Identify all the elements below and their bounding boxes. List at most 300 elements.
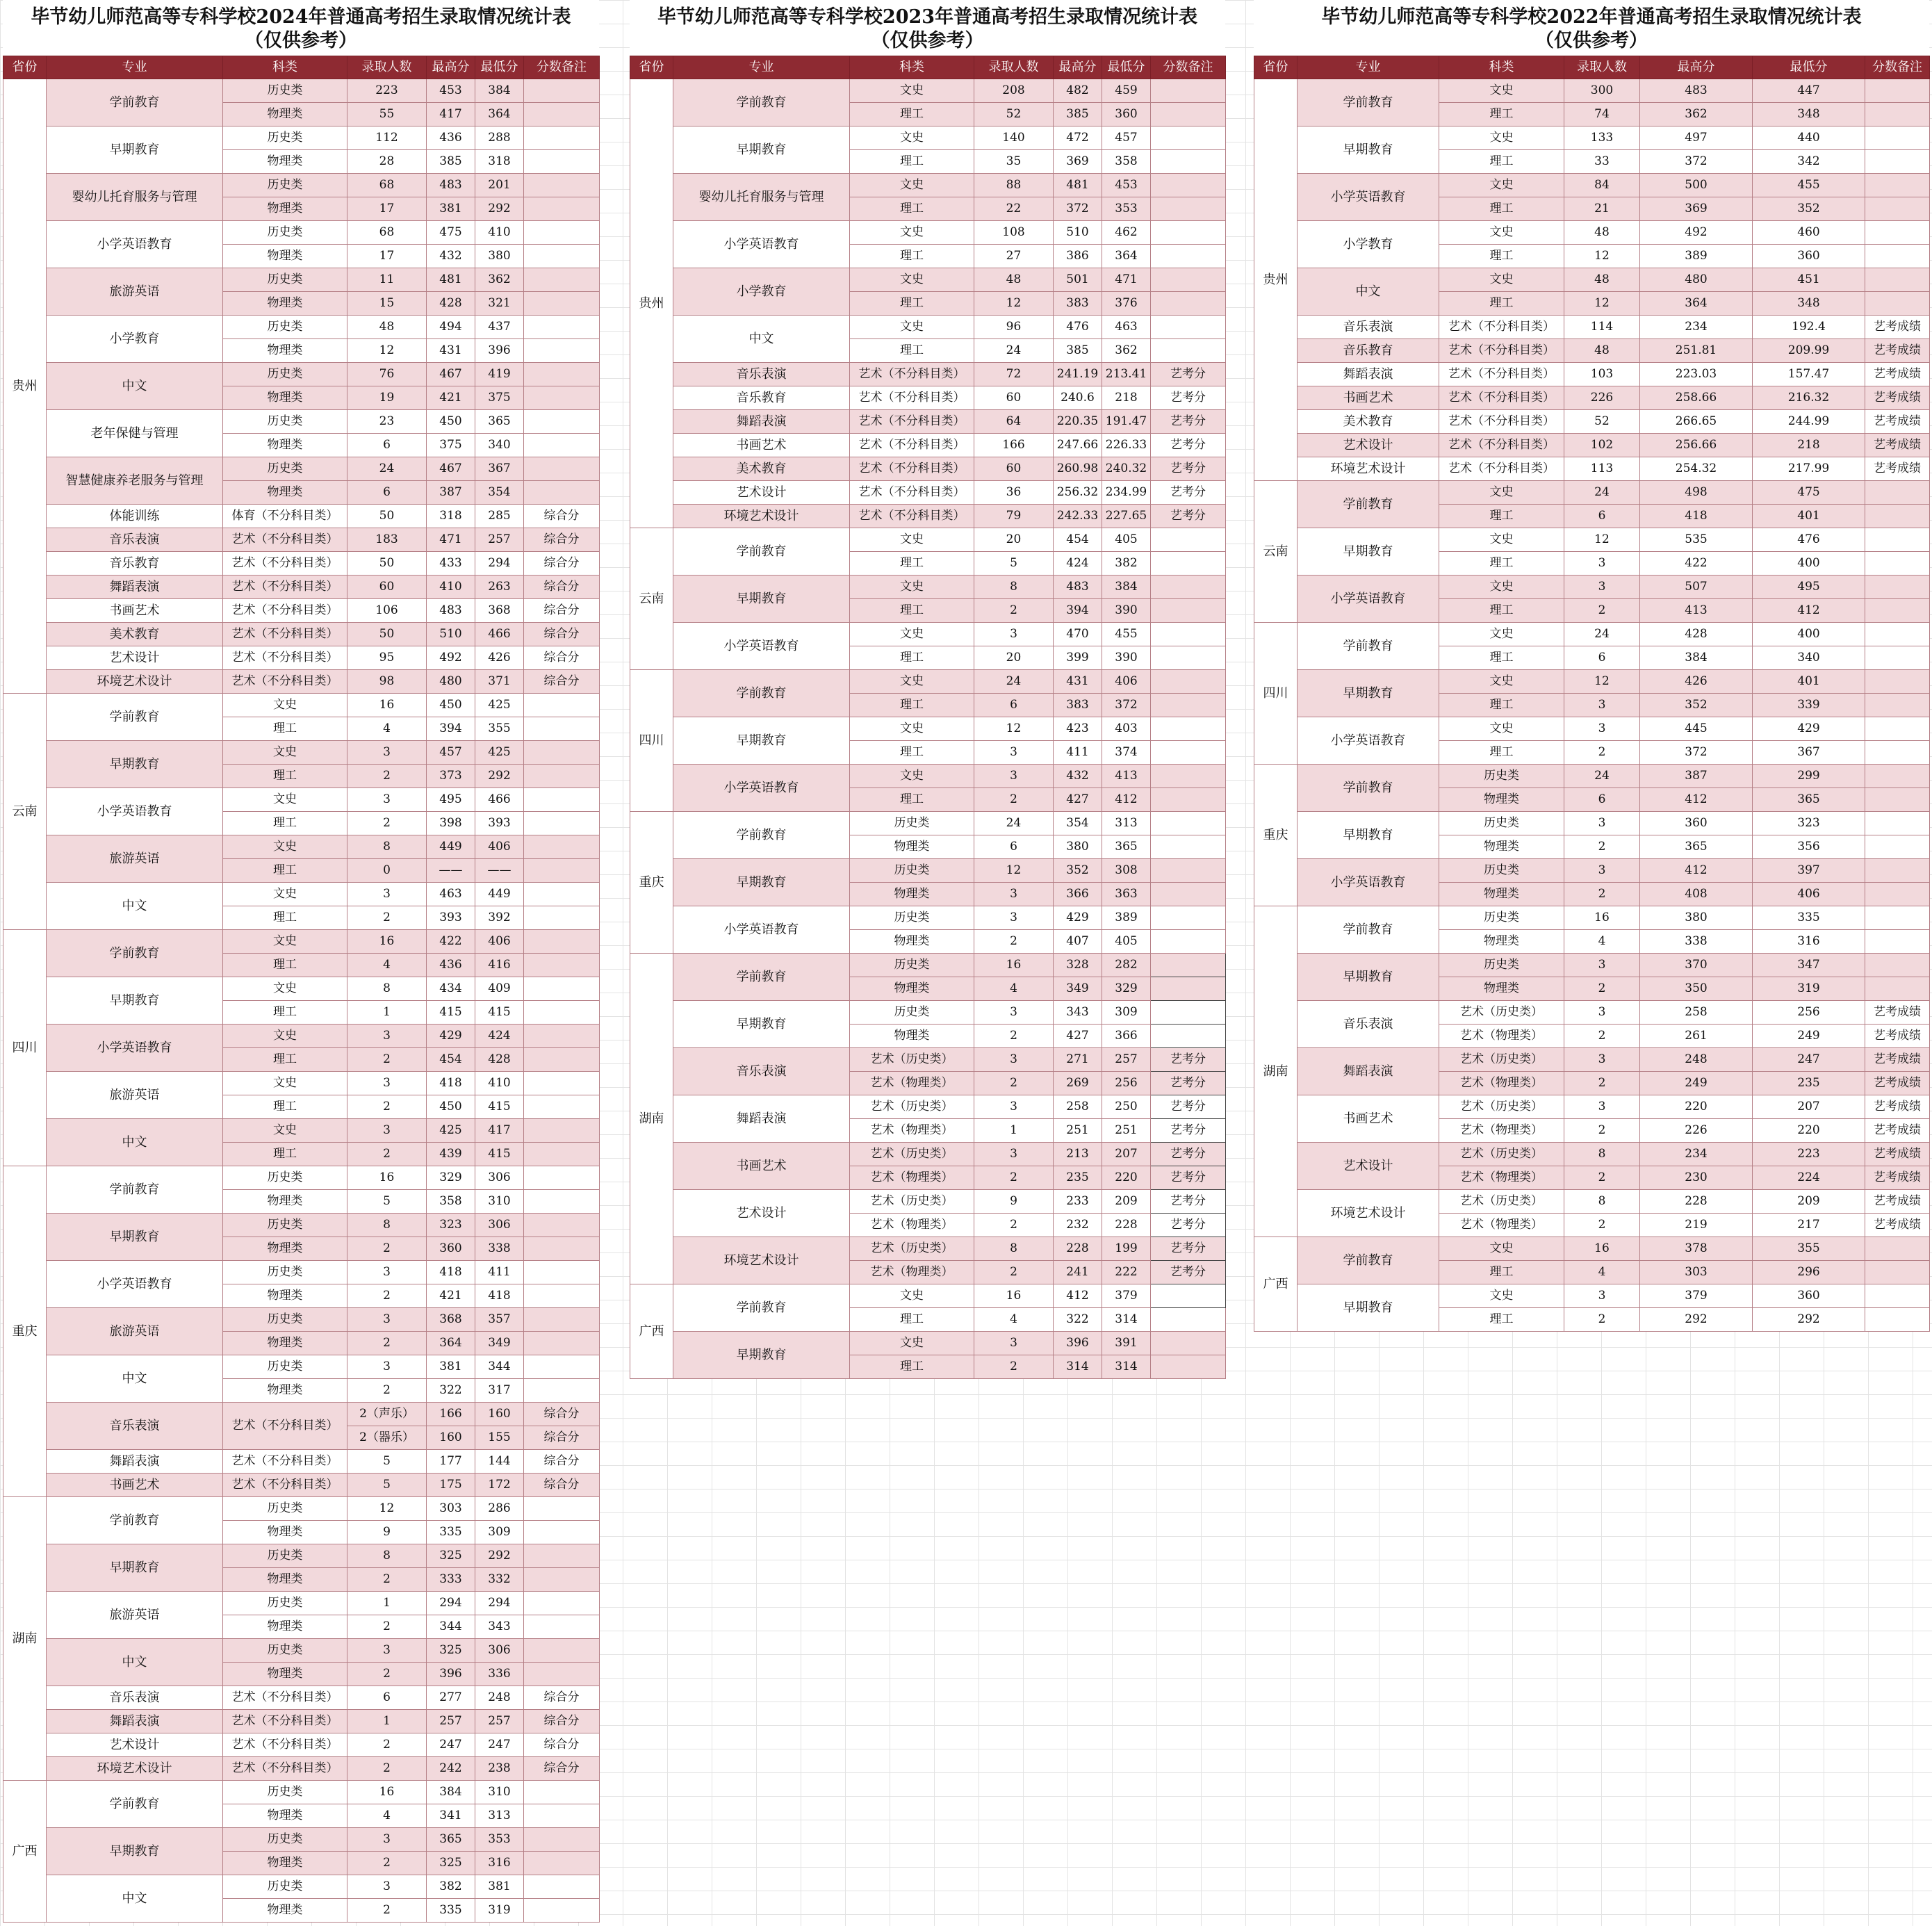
province-cell: 湖南 (3, 1497, 47, 1781)
column-header: 最低分 (1102, 56, 1151, 79)
note-cell: 艺考成绩 (1865, 1095, 1930, 1119)
note-cell (1151, 859, 1226, 883)
major-cell: 早期教育 (673, 127, 850, 174)
header-row (3, 56, 600, 79)
enrolled-cell: 72 (974, 363, 1054, 386)
category-cell: 文史 (1439, 1284, 1564, 1308)
category-cell: 文史 (850, 127, 974, 150)
max-score-cell: 422 (1640, 552, 1753, 576)
max-score-cell: 423 (1054, 717, 1102, 741)
max-score-cell: 242 (427, 1757, 475, 1781)
table-row (630, 528, 1226, 552)
enrolled-cell: 4 (347, 1804, 427, 1828)
min-score-cell: 382 (1102, 552, 1151, 576)
enrolled-cell: 2 (347, 812, 427, 835)
category-cell: 艺术（不分科目类） (223, 1403, 347, 1450)
max-score-cell: 350 (1640, 977, 1753, 1001)
note-cell (1151, 1308, 1226, 1332)
note-cell (1865, 717, 1930, 741)
max-score-cell: 510 (1054, 221, 1102, 245)
table-row (3, 1497, 600, 1521)
min-score-cell: 429 (1753, 717, 1865, 741)
category-cell: 历史类 (1439, 765, 1564, 788)
note-cell (1865, 174, 1930, 197)
table-row (630, 812, 1226, 835)
major-cell: 学前教育 (1297, 906, 1439, 954)
category-cell: 艺术（不分科目类） (850, 505, 974, 528)
table-row (630, 1332, 1226, 1355)
note-cell (524, 150, 600, 174)
category-cell: 理工 (850, 788, 974, 812)
enrolled-cell: 4 (974, 977, 1054, 1001)
category-cell: 历史类 (223, 1166, 347, 1190)
major-cell: 婴幼儿托育服务与管理 (47, 174, 223, 221)
category-cell: 艺术（不分科目类） (223, 599, 347, 623)
enrolled-cell: 226 (1564, 386, 1640, 410)
min-score-cell: 209 (1753, 1190, 1865, 1214)
category-cell: 艺术（历史类） (850, 1143, 974, 1166)
note-cell: 综合分 (524, 1450, 600, 1474)
major-cell: 舞蹈表演 (1297, 363, 1439, 386)
max-score-cell: 322 (427, 1379, 475, 1403)
major-cell: 舞蹈表演 (1297, 1048, 1439, 1095)
table-row (1254, 434, 1930, 457)
min-score-cell: 218 (1753, 434, 1865, 457)
note-cell: 艺考成绩 (1865, 1001, 1930, 1025)
note-cell (524, 977, 600, 1001)
max-score-cell: 294 (427, 1592, 475, 1615)
category-cell: 理工 (1439, 599, 1564, 623)
enrolled-cell: 22 (974, 197, 1054, 221)
category-cell: 文史 (850, 1284, 974, 1308)
min-score-cell: 314 (1102, 1355, 1151, 1379)
max-score-cell: 450 (427, 694, 475, 717)
major-cell: 学前教育 (47, 694, 223, 741)
enrolled-cell: 133 (1564, 127, 1640, 150)
max-score-cell: 247.66 (1054, 434, 1102, 457)
min-score-cell: 365 (475, 410, 524, 434)
category-cell: 理工 (850, 339, 974, 363)
max-score-cell: 428 (1640, 623, 1753, 646)
category-cell: 艺术（物理类） (850, 1166, 974, 1190)
table-row (3, 1544, 600, 1568)
enrolled-cell: 3 (347, 741, 427, 765)
major-cell: 音乐表演 (47, 1403, 223, 1450)
enrolled-cell: 60 (974, 386, 1054, 410)
table-row (3, 1710, 600, 1733)
category-cell: 物理类 (850, 883, 974, 906)
note-cell (1865, 221, 1930, 245)
max-score-cell: 422 (427, 930, 475, 954)
max-score-cell: 230 (1640, 1166, 1753, 1190)
min-score-cell: 228 (1102, 1214, 1151, 1237)
max-score-cell: 303 (427, 1497, 475, 1521)
table-row (1254, 528, 1930, 552)
min-score-cell: 217 (1753, 1214, 1865, 1237)
max-score-cell: 417 (427, 103, 475, 127)
note-cell: 艺考分 (1151, 1119, 1226, 1143)
major-cell: 音乐教育 (1297, 339, 1439, 363)
category-cell: 艺术（物理类） (1439, 1025, 1564, 1048)
note-cell (1151, 1001, 1226, 1025)
table-row (1254, 457, 1930, 481)
note-cell (524, 1119, 600, 1143)
note-cell: 艺考成绩 (1865, 1214, 1930, 1237)
min-score-cell: 314 (1102, 1308, 1151, 1332)
table-row (3, 410, 600, 434)
category-cell: 物理类 (223, 197, 347, 221)
table-row (3, 1474, 600, 1497)
note-cell (1151, 670, 1226, 694)
category-cell: 艺术（不分科目类） (223, 670, 347, 694)
table-row (3, 1639, 600, 1663)
min-score-cell: 372 (1102, 694, 1151, 717)
note-cell (524, 1237, 600, 1261)
column-header: 专业 (47, 56, 223, 79)
category-cell: 物理类 (223, 1804, 347, 1828)
note-cell: 艺考成绩 (1865, 457, 1930, 481)
major-cell: 早期教育 (1297, 528, 1439, 576)
note-cell (1865, 835, 1930, 859)
table-row (3, 883, 600, 906)
category-cell: 历史类 (223, 1261, 347, 1284)
max-score-cell: 369 (1054, 150, 1102, 174)
max-score-cell: 341 (427, 1804, 475, 1828)
min-score-cell: 371 (475, 670, 524, 694)
note-cell (1151, 646, 1226, 670)
max-score-cell: 322 (1054, 1308, 1102, 1332)
max-score-cell: 233 (1054, 1190, 1102, 1214)
enrolled-cell: 3 (1564, 859, 1640, 883)
major-cell: 环境艺术设计 (673, 1237, 850, 1284)
major-cell: 艺术设计 (1297, 434, 1439, 457)
category-cell: 物理类 (1439, 977, 1564, 1001)
category-cell: 历史类 (1439, 954, 1564, 977)
enrolled-cell: 8 (347, 1214, 427, 1237)
category-cell: 文史 (1439, 79, 1564, 103)
major-cell: 书画艺术 (47, 599, 223, 623)
max-score-cell: 426 (1640, 670, 1753, 694)
table-row (3, 1828, 600, 1852)
category-cell: 物理类 (1439, 883, 1564, 906)
category-cell: 艺术（物理类） (1439, 1119, 1564, 1143)
enrolled-cell: 52 (1564, 410, 1640, 434)
major-cell: 中文 (47, 1639, 223, 1686)
note-cell (1151, 694, 1226, 717)
enrolled-cell: 3 (1564, 717, 1640, 741)
enrolled-cell: 96 (974, 316, 1054, 339)
province-cell: 湖南 (1254, 906, 1297, 1237)
table-row (3, 457, 600, 481)
min-score-cell: 412 (1753, 599, 1865, 623)
category-cell: 文史 (1439, 1237, 1564, 1261)
major-cell: 环境艺术设计 (1297, 1190, 1439, 1237)
min-score-cell: 413 (1102, 765, 1151, 788)
category-cell: 物理类 (1439, 930, 1564, 954)
table-row (3, 1308, 600, 1332)
note-cell: 艺考分 (1151, 1261, 1226, 1284)
table-2023-header (630, 56, 1226, 79)
max-score-cell: 436 (427, 127, 475, 150)
max-score-cell: 381 (427, 197, 475, 221)
max-score-cell: 467 (427, 363, 475, 386)
note-cell: 综合分 (524, 505, 600, 528)
min-score-cell: 409 (475, 977, 524, 1001)
enrolled-cell: 16 (1564, 1237, 1640, 1261)
note-cell (524, 339, 600, 363)
min-score-cell: 400 (1753, 623, 1865, 646)
max-score-cell: 497 (1640, 127, 1753, 150)
max-score-cell: 329 (427, 1166, 475, 1190)
max-score-cell: 175 (427, 1474, 475, 1497)
enrolled-cell: 4 (347, 717, 427, 741)
min-score-cell: 360 (1753, 245, 1865, 268)
min-score-cell: 306 (475, 1166, 524, 1190)
category-cell: 物理类 (223, 150, 347, 174)
max-score-cell: 454 (1054, 528, 1102, 552)
enrolled-cell: 12 (1564, 292, 1640, 316)
min-score-cell: 363 (1102, 883, 1151, 906)
table-row (630, 765, 1226, 788)
enrolled-cell: 11 (347, 268, 427, 292)
enrolled-cell: 12 (1564, 528, 1640, 552)
max-score-cell: 166 (427, 1403, 475, 1426)
category-cell: 历史类 (223, 1544, 347, 1568)
table-row (3, 1214, 600, 1237)
major-cell: 小学英语教育 (47, 1025, 223, 1072)
min-score-cell: 352 (1753, 197, 1865, 221)
enrolled-cell: 95 (347, 646, 427, 670)
min-score-cell: 313 (1102, 812, 1151, 835)
category-cell: 文史 (1439, 717, 1564, 741)
min-score-cell: 313 (475, 1804, 524, 1828)
max-score-cell: 501 (1054, 268, 1102, 292)
note-cell (524, 457, 600, 481)
category-cell: 文史 (850, 670, 974, 694)
category-cell: 历史类 (223, 1639, 347, 1663)
min-score-cell: 447 (1753, 79, 1865, 103)
enrolled-cell: 6 (347, 1686, 427, 1710)
max-score-cell: 384 (427, 1781, 475, 1804)
enrolled-cell: 2 (347, 1095, 427, 1119)
max-score-cell: 235 (1054, 1166, 1102, 1190)
category-cell: 理工 (850, 599, 974, 623)
min-score-cell: 449 (475, 883, 524, 906)
category-cell: 理工 (223, 906, 347, 930)
max-score-cell: 380 (1640, 906, 1753, 930)
category-cell: 物理类 (223, 1190, 347, 1214)
province-cell: 广西 (630, 1284, 673, 1379)
category-cell: 艺术（不分科目类） (1439, 363, 1564, 386)
major-cell: 小学英语教育 (1297, 174, 1439, 221)
category-cell: 物理类 (223, 434, 347, 457)
note-cell (524, 1497, 600, 1521)
table-row (630, 1001, 1226, 1025)
note-cell (1865, 954, 1930, 977)
category-cell: 历史类 (223, 1355, 347, 1379)
category-cell: 理工 (850, 245, 974, 268)
major-cell: 书画艺术 (1297, 386, 1439, 410)
note-cell (1151, 552, 1226, 576)
max-score-cell: 384 (1640, 646, 1753, 670)
category-cell: 文史 (223, 1025, 347, 1048)
table-row (3, 1166, 600, 1190)
enrolled-cell: 20 (974, 528, 1054, 552)
major-cell: 小学英语教育 (1297, 576, 1439, 623)
min-score-cell: 238 (475, 1757, 524, 1781)
enrolled-cell: 2 (1564, 977, 1640, 1001)
category-cell: 艺术（历史类） (1439, 1143, 1564, 1166)
column-header: 分数备注 (524, 56, 600, 79)
note-cell (1865, 505, 1930, 528)
category-cell: 艺术（不分科目类） (850, 410, 974, 434)
table-row (1254, 481, 1930, 505)
min-score-cell: 354 (475, 481, 524, 505)
min-score-cell: 348 (1753, 103, 1865, 127)
enrolled-cell: 2 (974, 788, 1054, 812)
enrolled-cell: 16 (974, 954, 1054, 977)
category-cell: 理工 (1439, 103, 1564, 127)
max-score-cell: 470 (1054, 623, 1102, 646)
note-cell (1151, 79, 1226, 103)
enrolled-cell: 113 (1564, 457, 1640, 481)
category-cell: 文史 (1439, 221, 1564, 245)
note-cell (524, 765, 600, 788)
note-cell (1151, 245, 1226, 268)
note-cell: 综合分 (524, 1686, 600, 1710)
max-score-cell: 261 (1640, 1025, 1753, 1048)
max-score-cell: 408 (1640, 883, 1753, 906)
enrolled-cell: 8 (1564, 1190, 1640, 1214)
note-cell (524, 1875, 600, 1899)
category-cell: 历史类 (850, 812, 974, 835)
category-cell: 理工 (1439, 150, 1564, 174)
enrolled-cell: 2 (347, 1852, 427, 1875)
province-cell: 四川 (630, 670, 673, 812)
table-row (1254, 1284, 1930, 1308)
enrolled-cell: 16 (347, 694, 427, 717)
category-cell: 文史 (223, 741, 347, 765)
enrolled-cell: 4 (974, 1308, 1054, 1332)
note-cell (1865, 930, 1930, 954)
category-cell: 体育（不分科目类） (223, 505, 347, 528)
enrolled-cell: 3 (347, 1875, 427, 1899)
max-score-cell: 220.35 (1054, 410, 1102, 434)
enrolled-cell: 2 (1564, 1072, 1640, 1095)
max-score-cell: 323 (427, 1214, 475, 1237)
note-cell (1151, 174, 1226, 197)
category-cell: 文史 (1439, 576, 1564, 599)
major-cell: 小学教育 (47, 316, 223, 363)
min-score-cell: 365 (1753, 788, 1865, 812)
note-cell (524, 1095, 600, 1119)
enrolled-cell: 2 (347, 906, 427, 930)
max-score-cell: 251 (1054, 1119, 1102, 1143)
enrolled-cell: 2 (974, 1166, 1054, 1190)
note-cell (524, 883, 600, 906)
min-score-cell: 306 (475, 1214, 524, 1237)
enrolled-cell: 2 (347, 1757, 427, 1781)
note-cell (1865, 765, 1930, 788)
table-2024 (3, 56, 600, 1923)
category-cell: 文史 (1439, 481, 1564, 505)
category-cell: 艺术（不分科目类） (1439, 410, 1564, 434)
note-cell (1151, 835, 1226, 859)
enrolled-cell: 2 (974, 1261, 1054, 1284)
enrolled-cell: 2 (347, 1568, 427, 1592)
table-2024-panel (3, 0, 599, 1923)
max-score-cell: 492 (1640, 221, 1753, 245)
note-cell (524, 1308, 600, 1332)
enrolled-cell: 3 (974, 1001, 1054, 1025)
major-cell: 体能训练 (47, 505, 223, 528)
max-score-cell: 418 (427, 1072, 475, 1095)
note-cell (1865, 245, 1930, 268)
note-cell (524, 481, 600, 505)
note-cell: 艺考分 (1151, 481, 1226, 505)
max-score-cell: 428 (427, 292, 475, 316)
max-score-cell: 399 (1054, 646, 1102, 670)
min-score-cell: 415 (475, 1095, 524, 1119)
category-cell: 艺术（物理类） (850, 1119, 974, 1143)
category-cell: 艺术（不分科目类） (1439, 434, 1564, 457)
category-cell: 历史类 (223, 363, 347, 386)
min-score-cell: 360 (1753, 1284, 1865, 1308)
max-score-cell: 354 (1054, 812, 1102, 835)
table-row (630, 481, 1226, 505)
max-score-cell: 445 (1640, 717, 1753, 741)
enrolled-cell: 1 (347, 1710, 427, 1733)
min-score-cell: 292 (475, 197, 524, 221)
enrolled-cell: 3 (347, 1639, 427, 1663)
note-cell (524, 174, 600, 197)
max-score-cell: 223.03 (1640, 363, 1753, 386)
category-cell: 艺术（不分科目类） (850, 434, 974, 457)
max-score-cell: 269 (1054, 1072, 1102, 1095)
note-cell: 艺考成绩 (1865, 339, 1930, 363)
category-cell: 物理类 (850, 977, 974, 1001)
max-score-cell: 343 (1054, 1001, 1102, 1025)
note-cell (524, 1001, 600, 1025)
enrolled-cell: 2 (1564, 1214, 1640, 1237)
category-cell: 艺术（不分科目类） (223, 552, 347, 576)
table-row (1254, 1190, 1930, 1214)
note-cell: 艺考成绩 (1865, 1143, 1930, 1166)
note-cell (1151, 1355, 1226, 1379)
enrolled-cell: 2 (347, 765, 427, 788)
min-score-cell: 419 (475, 363, 524, 386)
major-cell: 学前教育 (1297, 623, 1439, 670)
note-cell (524, 103, 600, 127)
table-row (3, 127, 600, 150)
max-score-cell: 318 (427, 505, 475, 528)
min-score-cell: 495 (1753, 576, 1865, 599)
note-cell (1865, 812, 1930, 835)
table-row (1254, 386, 1930, 410)
max-score-cell: 247 (427, 1733, 475, 1757)
max-score-cell: 381 (427, 1355, 475, 1379)
max-score-cell: 535 (1640, 528, 1753, 552)
max-score-cell: 373 (427, 765, 475, 788)
enrolled-cell: 2 (974, 1072, 1054, 1095)
category-cell: 艺术（历史类） (850, 1237, 974, 1261)
max-score-cell: 365 (427, 1828, 475, 1852)
category-cell: 理工 (1439, 197, 1564, 221)
max-score-cell: 481 (427, 268, 475, 292)
min-score-cell: 213.41 (1102, 363, 1151, 386)
category-cell: 历史类 (1439, 906, 1564, 930)
max-score-cell: 219 (1640, 1214, 1753, 1237)
